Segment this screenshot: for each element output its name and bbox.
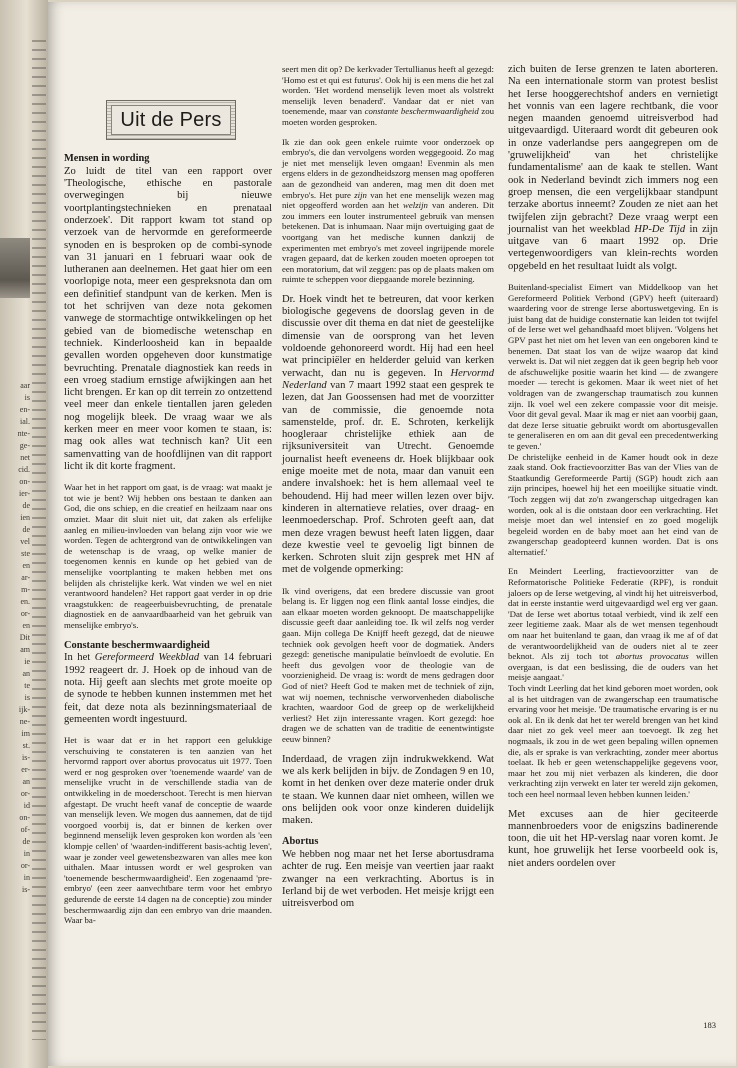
adjacent-page-word: id: [23, 801, 30, 810]
adjacent-page-word: de: [22, 525, 30, 534]
adjacent-page-word: ier-: [19, 489, 30, 498]
adjacent-page-word: en: [22, 621, 30, 630]
adjacent-page-word: ien: [20, 513, 30, 522]
masthead-title: Uit de Pers: [120, 108, 222, 131]
adjacent-page-word: ste: [21, 549, 30, 558]
quote-paragraph: Waar het in het rapport om gaat, is de vraag: wat maakt je tot wie je bent? Wij hebben ons bestaan te danken aan God, die ons schiep, en die creatief en heilzaam naar ons omziet. Maar dit sluit niet uit, dat zaken als erfelijke aanleg en milieu-invloeden van belang zijn voor wie we worden. Tegen de achtergrond van de ontwikkelingen van de wetenschap is de vraag, op welke manier de toegenomen kennis en kunde op het gebied van de menselijke voortplanting te maken hebben met ons belijden als christelijke kerk. Wat vinden we wel en niet verantwoord handelen? Het rapport gaat verder in op drie vraagstukken: de reageerbuisbevruchting, de prenatale diagnostiek en de aanvaardbaarheid van het gebruik van menselijke embryo's.: [64, 482, 272, 630]
adjacent-page-word: net: [20, 453, 30, 462]
adjacent-page-word: am: [20, 645, 30, 654]
adjacent-page-word: is: [24, 693, 30, 702]
adjacent-page-word: on-: [19, 477, 30, 486]
paragraph: Met excuses aan de hier geciteerde mannenbroeders voor de enigszins badinerende toon, die uit het HP-verslag naar voren komt. Je kunt, hoe gruwelijk het Ierse voorbeeld ook is, niet anders oordelen over: [508, 808, 718, 869]
paragraph: Inderdaad, de vragen zijn indrukwekkend. Wat we als kerk belijden in bijv. de Zondagen 9 en 10, komt in het denken over deze materie onder druk te staan. We kunnen daar niet omheen, willen we ons belijden ook voor onze kinderen duidelijk maken.: [282, 753, 494, 827]
adjacent-page-word: en: [22, 561, 30, 570]
adjacent-page-word: or-: [20, 609, 30, 618]
section-heading-constante-beschermwaardigheid: Constante beschermwaardigheid: [64, 639, 210, 651]
adjacent-page-word: ie: [24, 657, 30, 666]
adjacent-page-text: [4, 380, 30, 896]
masthead-box: [106, 100, 236, 140]
quote-paragraph: De christelijke eenheid in de Kamer houdt ook in deze zaak stand. Ook fractievoorzitter Bas van der Vlies van de Staatkundig Gereformeerde Partij (SGP) houdt zich aan zijn principes, hoewel hij het een moeilijke situatie vindt. 'Toch zeggen wij dat zo'n zwangerschap uitgedragen kan worden, ook al is die ontstaan door een verkrachting. Het meisje moet dan wel intensief en zo goed mogelijk begeleid worden en de baby moet aan het eind van de zwangerschap geadopteerd kunnen worden. Dat is ons alternatief.': [508, 451, 718, 557]
quote-paragraph: Buitenland-specialist Eimert van Middelkoop van het Gereformeerd Politiek Verbond (GPV) heeft (uiteraard) waardering voor de strenge Ierse abortuswetgeving. En is juist bang dat de huidige consternatie kan leiden tot twijfel of de Ierse wet wel gehandhaafd moet blijven. 'Volgens het GPV past het niet om het leven van een ongeboren kind te benemen. Dat staat los van de wijze waarop dat kind verwekt is. Dat wil niet zeggen dat ik geen begrip heb voor de afschuwelijke positie waarin het kind — de zwangere moeder — terecht is gekomen. Maar ik weet niet of het voldragen van de zwangerschap traumatisch zou kunnen zijn. Ik voel wel een zekere compassie voor dit meisje. Voor dit geval geval. Maar ik mag er niet aan voorbij gaan, dat deze Ierse situatie gebruikt wordt om abortusgevallen te generaliseren en om aan dit geval een precedentwerking te geven.': [508, 282, 718, 451]
adjacent-page-word: de: [22, 837, 30, 846]
adjacent-page-word: or-: [20, 861, 30, 870]
adjacent-page-word: Dit: [19, 633, 30, 642]
adjacent-page-word: m-: [21, 585, 30, 594]
paragraph: Dr. Hoek vindt het te betreuren, dat voor kerken biologische gegevens de doorslag geven in de discussie over dit thema en dat niet de geestelijke dimensie van de oorsprong van het leven voldoende gehonoreerd wordt. Hij had een heel wat principiëler en helderder geluid van kerken verwacht, dan nu is gegeven. In Hervormd Nederland van 7 maart 1992 staat een gesprek te lezen, dat Jan Goossensen had met de voorzitter van de commissie, die genoemde nota samenstelde, prof. dr. E. Schroten, kerkelijk hoogleraar christelijke ethiek aan de rijksuniversiteit van Utrecht. Genoemde journalist heeft eveneens dr. Hoek blijkbaar ook enige moeite met de nota, maar dan vanuit een andere invalshoek: het is hem allemaal veel te behoudend. Hij had meer willen lezen over bijv. kinderen in alternatieve relaties, over draag- en leenmoederschap. Prof. Schroten geeft aan, dat men deze vragen bewust heeft laten liggen, daar deze kwestie veel te gevoelig ligt binnen de kerken. Schroten sluit zijn gesprek met HN af met de volgende opmerking:: [282, 293, 494, 576]
spiral-binding: [32, 40, 46, 1040]
adjacent-page-word: in: [23, 849, 30, 858]
quote-paragraph: Ik vind overigens, dat een bredere discussie van groot belang is. Er liggen nog een flink aantal losse eindjes, die aan elkaar moeten worden geknoopt. De maatschappelijke discussie geeft daar aanleiding toe. Ik wil zelfs nog verder gaan. Mijn collega De Knijff heeft gezegd, dat de nieuwe techniek ook gevolgen heeft voor de dogmatiek. Anders gezegd: genetische manipulatie beïnvloedt de evolutie. En heeft dus gevolgen voor de theologie van de voorzienigheid. De vraag is: wordt de mens gedragen door God of niet? Heeft God te maken met de techniek of zijn, wat wij noemen, technische verworvenheden diabolische krachten, waardoor God de greep op de werkelijkheid verliest? Het zijn interessante vragen. Kort gezegd: hoe dragen we de schatten van de traditie de eenentwintigste eeuw binnen?: [282, 585, 494, 745]
adjacent-page-word: on-: [19, 813, 30, 822]
column-3: [508, 64, 718, 879]
paragraph: Zo luidt de titel van een rapport over 'Theologische, ethische en pastorale overwegingen bij nieuwe voortplantingstechnieken en prenataal onderzoek'. Dit rapport kwam tot stand op verzoek van de hervormde en gereformeerde synoden en is besproken op de combi-synode van 31 januari en 1 februari waar ook de lutheranen aan deelnemen. Het gaat hier om een voorlopige nota, meer een gespreksnota dan om een definitief standpunt van de kerken. Men is tot het schrijven van deze nota gekomen vanwege de stormachtige ontwikkelingen op het gebied van de biomedische wetenschap en techniek. Kinderloosheid kan in bepaalde gevallen worden opgeheven door kunstmatige bevruchting. Prenatale diagnostiek kan reeds in een vroeg stadium ernstige afwijkingen aan het licht brengen. Er kan op dit terrein zo ontzettend veel meer dan enkele tientallen jaren geleden nog mogelijk bleek. De vraag waar we als kerken meer en meer voor komen te staan, is: mag ook alles wat technisch kan? Uit een samenvatting van de hoofdlijnen van dit rapport licht ik dit korte fragment.: [64, 165, 272, 472]
adjacent-page-word: is: [24, 393, 30, 402]
quote-paragraph: En Meindert Leerling, fractievoorzitter van de Reformatorische Politieke Federatie (RPF), is ronduit jaloers op de Ierse wetgeving, al vindt hij het uitreisverbod, dat in eerste instantie werd uitgevaardigd wel erg ver gaan. 'Dat de Ierse wet abortus totaal verbiedt, vind ik zelf een zeer legitieme zaak. Maar als de wet mensen tegenhoudt om naar het buitenland te gaan, dan vraag ik me af of dat de verantwoordelijkheid van de ouders niet al te zeer beknot. Als zij toch tot abortus provocatus willen overgaan, is dat een beslissing, die de ouders van het meisje aangaat.': [508, 566, 718, 683]
adjacent-page-word: ar-: [21, 573, 30, 582]
adjacent-page-word: cid.: [18, 465, 30, 474]
magazine-page: [48, 2, 736, 1066]
quote-paragraph: Ik zie dan ook geen enkele ruimte voor onderzoek op embryo's, die dan vervolgens worden weggegooid. Zo mag je niet met menselijk leven omgaan! Evenmin als men ergens elders in de gezondheidszorg mensen mag opofferen aan de gezondheid van anderen, mag men dit doen met embryo's. Het pure zijn van het ene menselijk wezen mag niet opgeofferd worden aan het welzijn van anderen. Dit zou immers een louter instrumenteel gebruik van mensen betekenen. Dat is inhumaan. Naar mijn overtuiging gaat de voortgang van het medische kunnen dankzij de experimenten met embryo's met zoveel ingrijpende morele vragen gepaard, dat de kerken zouden moeten oproepen tot een moratorium, dat wil zeggen: pas op de plaats maken om ruimte te scheppen voor diepgaande morele bezinning.: [282, 136, 494, 285]
adjacent-page-word: ial.: [20, 417, 30, 426]
adjacent-page-word: vel: [20, 537, 30, 546]
masthead-inner: [111, 105, 231, 135]
adjacent-page-word: or-: [20, 789, 30, 798]
binding-spine: [0, 0, 48, 1068]
adjacent-page-word: er-: [21, 765, 30, 774]
paragraph: In het Gereformeerd Weekblad van 14 februari 1992 reageert dr. J. Hoek op de inhoud van de nota. Hij geeft aan slechts met grote moeite op de synode te hebben kunnen instemmen met het feit, dat deze nota als bezinningsmateriaal de gemeenten wordt ingestuurd.: [64, 652, 272, 725]
adjacent-page-word: of-: [20, 825, 30, 834]
column-2: [282, 64, 494, 920]
column-1: [64, 153, 272, 935]
page-number: 183: [703, 1020, 716, 1030]
adjacent-page-word: nte-: [17, 429, 30, 438]
adjacent-page-word: is-: [22, 753, 30, 762]
adjacent-page-word: ge-: [19, 441, 30, 450]
adjacent-page-word: im: [21, 729, 30, 738]
section-heading-abortus: Abortus: [282, 836, 319, 848]
adjacent-page-word: en-: [19, 405, 30, 414]
adjacent-page-word: te: [24, 681, 30, 690]
adjacent-page-word: aar: [20, 381, 30, 390]
quote-paragraph: Het is waar dat er in het rapport een gelukkige verschuiving te constateren is ten aanzien van het hervormd rapport over abortus provocatus uit 1977. Toen werd er nog gesproken over 'toenemende waarde' van de menselijke vrucht in de verschillende stadia van de ontwikkeling in de moederschoot. Terecht is men hiervan afgestapt. De vrucht heeft vanaf de conceptie de waarde van menselijk leven. We mogen dus aannemen, dat de tijd voorgoed voorbij is, dat er binnen de kerken over beginnend menselijk leven gesproken kon worden als 'een klompje cellen' of 'waarden-indifferent basis-achtig leven', waar je zonder veel gewetensbezwaren van alles mee kon uithalen. Maar intussen wordt er wel gesproken van 'toenemende beschermwaardigheid'. Een zogenaamd 'pre-embryo' (een zeer aanvechtbare term voor het embryo gedurende de eerste 14 dagen na de conceptie) zou minder beschermwaardig zijn dan een embryo van drie maanden. Waar ba-: [64, 735, 272, 926]
quote-paragraph: seert men dit op? De kerkvader Tertullianus heeft al gezegd: 'Homo est et qui est futurus'. Ook hij is een mens die het zal worden. 'Het wordend menselijk leven moet als volstrekt menselijk leven benaderd'. Vandaar dat er niet van toenemende, maar van constante beschermwaardigheid zou moeten worden gesproken.: [282, 64, 494, 127]
adjacent-page-word: st.: [22, 741, 30, 750]
adjacent-page-word: is-: [22, 885, 30, 894]
adjacent-page-word: an: [22, 669, 30, 678]
paragraph: zich buiten de Ierse grenzen te laten aborteren. Na een internationale storm van protest beslist het Ierse hooggerechtshof anders en vernietigt het vonnis van een lagere rechtbank, die voor negen maanden genoemd uitreisverbod had uitgevaardigd. Uiteraard wordt dit gebeuren ook in onze vaderlandse pers aangegrepen om de 'gruwelijkheid' van het christelijke fundamentalisme' aan de kaak te stellen. Want ook in Nederland bevindt zich immers nog een groep mensen, die een vergelijkbaar standpunt terzake abortus inneemt? Zouden ze niet aan het twijfelen zijn gebracht? Deze vraag werpt een journalist van het weekblad HP-De Tijd in zijn uitgave van 6 maart 1992 op. Drie vertegenwoordigers van klein-rechts worden opgebeld en het resultaat luidt als volgt.: [508, 64, 718, 272]
adjacent-page-word: de: [22, 501, 30, 510]
adjacent-page-photo: [0, 238, 30, 298]
section-heading-mensen-in-wording: Mensen in wording: [64, 153, 150, 164]
adjacent-page-word: ne-: [19, 717, 30, 726]
adjacent-page-word: an: [22, 777, 30, 786]
adjacent-page-word: en.: [20, 597, 30, 606]
adjacent-page-word: ijk-: [18, 705, 30, 714]
quote-paragraph: Toch vindt Leerling dat het kind geboren moet worden, ook al is het uitdragen van de zwangerschap een traumatische ervaring voor het meisje. 'De traumatische ervaring is er nu ook al. En ik denk dat het ter wereld brengen van het kind daar niet zo gek veel meer aan toevoegt. Ik zeg het nogmaals, ik zou in de wet geen bepaling willen opnemen die, als er sprake is van verkrachting, zonder meer abortus toelaat. Ik heb er geen wetenschappelijke gegevens voor, maar het zou mij niet verbazen als kinderen, die door verkrachting zijn verwekt en later ter wereld zijn gekomen, toch een heel normaal leven hebben kunnen leiden.': [508, 683, 718, 799]
paragraph: We hebben nog maar net het Ierse abortusdrama achter de rug. Een meisje van veertien jaar raakt zwanger na een verkrachting. Abortus is in Ierland bij de wet verboden. Het meisje krijgt een uitreisverbod om: [282, 849, 494, 910]
adjacent-page-word: in: [23, 873, 30, 882]
